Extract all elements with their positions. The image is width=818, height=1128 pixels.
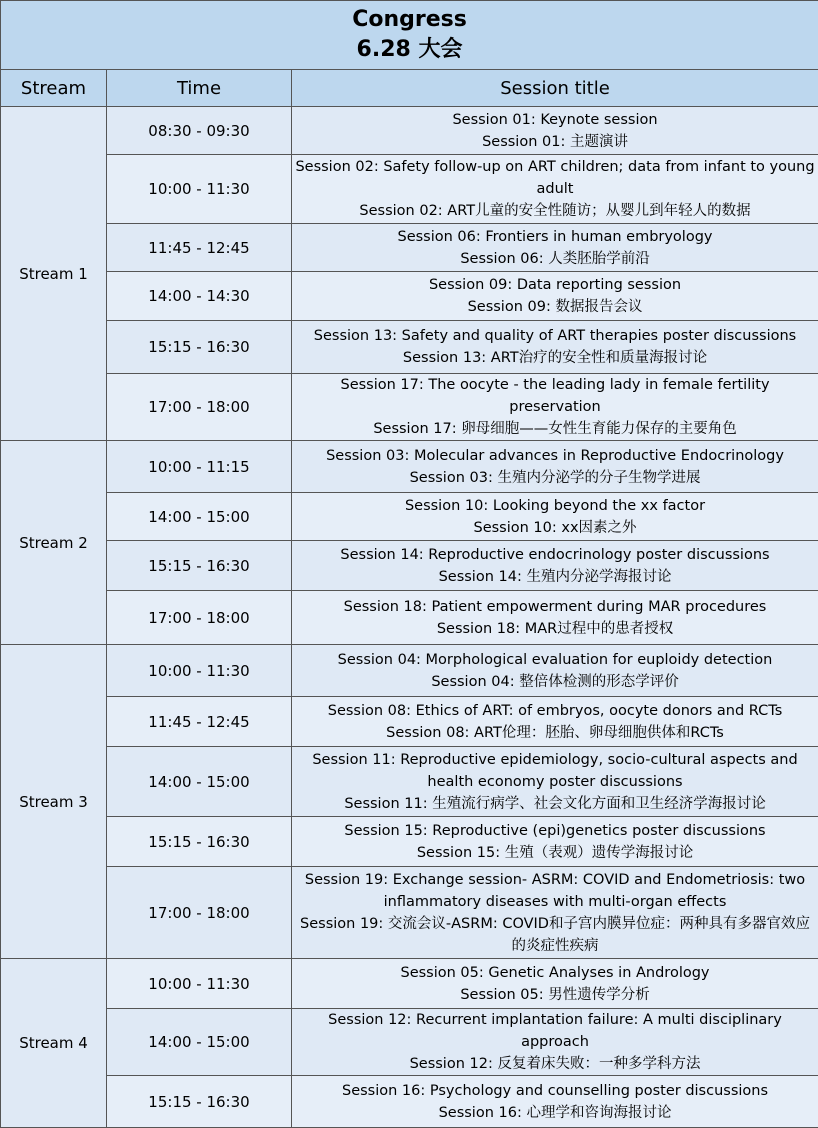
time-cell: 17:00 - 18:00 [107, 374, 292, 441]
session-title-zh: Session 18: MAR过程中的患者授权 [294, 618, 816, 640]
session-cell [292, 697, 818, 747]
table-row [1, 697, 818, 747]
session-title-en: Session 15: Reproductive (epi)genetics poster discussions [294, 820, 816, 842]
session-title-zh: Session 12: 反复着床失败：一种多学科方法 [294, 1053, 816, 1075]
session-title-zh: Session 01: 主题演讲 [294, 131, 816, 153]
session-cell [292, 959, 818, 1009]
stream-cell: Stream 3 [1, 645, 107, 959]
session-cell [292, 272, 818, 321]
session-title-en: Session 19: Exchange session- ASRM: COVID and Endometriosis: two inflammatory diseases with multi-organ effects [294, 869, 816, 913]
time-cell: 15:15 - 16:30 [107, 817, 292, 867]
title-line: Congress [3, 5, 816, 35]
session-title-zh: Session 06: 人类胚胎学前沿 [294, 248, 816, 270]
table-row [1, 1009, 818, 1076]
session-title-en: Session 01: Keynote session [294, 109, 816, 131]
session-cell [292, 645, 818, 697]
session-title-zh: Session 02: ART儿童的安全性随访；从婴儿到年轻人的数据 [294, 200, 816, 222]
session-title-zh: Session 14: 生殖内分泌学海报讨论 [294, 566, 816, 588]
session-title-zh: Session 08: ART伦理：胚胎、卵母细胞供体和RCTs [294, 722, 816, 744]
table-row [1, 441, 818, 493]
table-row [1, 1076, 818, 1128]
session-title-zh: Session 17: 卵母细胞——女性生育能力保存的主要角色 [294, 418, 816, 440]
time-cell: 11:45 - 12:45 [107, 224, 292, 272]
subtitle-line: 6.28 大会 [3, 35, 816, 65]
time-cell: 08:30 - 09:30 [107, 107, 292, 155]
session-title-en: Session 04: Morphological evaluation for euploidy detection [294, 649, 816, 671]
table-row [1, 224, 818, 272]
time-cell: 14:00 - 15:00 [107, 1009, 292, 1076]
session-cell [292, 867, 818, 959]
time-cell: 17:00 - 18:00 [107, 591, 292, 645]
schedule-title [1, 1, 818, 70]
session-cell [292, 224, 818, 272]
session-cell [292, 155, 818, 224]
session-title-en: Session 10: Looking beyond the xx factor [294, 495, 816, 517]
table-row [1, 541, 818, 591]
session-cell [292, 441, 818, 493]
session-title-en: Session 18: Patient empowerment during MAR procedures [294, 596, 816, 618]
session-title-en: Session 16: Psychology and counselling poster discussions [294, 1080, 816, 1102]
session-cell [292, 1076, 818, 1128]
time-cell: 10:00 - 11:30 [107, 155, 292, 224]
session-title-zh: Session 05: 男性遗传学分析 [294, 984, 816, 1006]
session-title-en: Session 13: Safety and quality of ART therapies poster discussions [294, 325, 816, 347]
session-title-en: Session 12: Recurrent implantation failure: A multi disciplinary approach [294, 1009, 816, 1053]
header-time: Time [107, 70, 292, 107]
stream-cell: Stream 2 [1, 441, 107, 645]
table-row [1, 645, 818, 697]
session-title-zh: Session 04: 整倍体检测的形态学评价 [294, 671, 816, 693]
session-title-zh: Session 11: 生殖流行病学、社会文化方面和卫生经济学海报讨论 [294, 793, 816, 815]
table-row [1, 817, 818, 867]
session-title-en: Session 09: Data reporting session [294, 274, 816, 296]
time-cell: 14:00 - 15:00 [107, 747, 292, 817]
header-stream: Stream [1, 70, 107, 107]
session-title-zh: Session 15: 生殖（表观）遗传学海报讨论 [294, 842, 816, 864]
table-row [1, 107, 818, 155]
time-cell: 11:45 - 12:45 [107, 697, 292, 747]
session-title-en: Session 14: Reproductive endocrinology poster discussions [294, 544, 816, 566]
table-row [1, 591, 818, 645]
table-row [1, 155, 818, 224]
session-cell [292, 374, 818, 441]
session-title-zh: Session 16: 心理学和咨询海报讨论 [294, 1102, 816, 1124]
time-cell: 15:15 - 16:30 [107, 321, 292, 374]
time-cell: 17:00 - 18:00 [107, 867, 292, 959]
session-cell [292, 541, 818, 591]
session-title-zh: Session 03: 生殖内分泌学的分子生物学进展 [294, 467, 816, 489]
session-cell [292, 747, 818, 817]
time-cell: 14:00 - 15:00 [107, 493, 292, 541]
session-title-en: Session 08: Ethics of ART: of embryos, oocyte donors and RCTs [294, 700, 816, 722]
table-row [1, 959, 818, 1009]
stream-cell: Stream 4 [1, 959, 107, 1128]
session-title-zh: Session 19: 交流会议-ASRM: COVID和子宫内膜异位症：两种具有多器官效应的炎症性疾病 [294, 913, 816, 957]
session-title-en: Session 06: Frontiers in human embryology [294, 226, 816, 248]
session-title-zh: Session 09: 数据报告会议 [294, 296, 816, 318]
stream-cell: Stream 1 [1, 107, 107, 441]
session-cell [292, 321, 818, 374]
session-title-en: Session 05: Genetic Analyses in Andrology [294, 962, 816, 984]
session-title-en: Session 11: Reproductive epidemiology, socio-cultural aspects and health economy poster discussions [294, 749, 816, 793]
table-row [1, 867, 818, 959]
session-cell [292, 591, 818, 645]
time-cell: 10:00 - 11:30 [107, 959, 292, 1009]
session-title-en: Session 03: Molecular advances in Reproductive Endocrinology [294, 445, 816, 467]
session-title-zh: Session 10: xx因素之外 [294, 517, 816, 539]
session-cell [292, 493, 818, 541]
time-cell: 10:00 - 11:30 [107, 645, 292, 697]
table-row [1, 493, 818, 541]
session-title-zh: Session 13: ART治疗的安全性和质量海报讨论 [294, 347, 816, 369]
table-row [1, 272, 818, 321]
time-cell: 15:15 - 16:30 [107, 1076, 292, 1128]
table-row [1, 321, 818, 374]
time-cell: 10:00 - 11:15 [107, 441, 292, 493]
session-cell [292, 817, 818, 867]
table-row [1, 374, 818, 441]
session-cell [292, 107, 818, 155]
session-title-en: Session 02: Safety follow-up on ART children; data from infant to young adult [294, 156, 816, 200]
time-cell: 14:00 - 14:30 [107, 272, 292, 321]
session-title-en: Session 17: The oocyte - the leading lady in female fertility preservation [294, 374, 816, 418]
session-cell [292, 1009, 818, 1076]
table-row [1, 747, 818, 817]
time-cell: 15:15 - 16:30 [107, 541, 292, 591]
header-session-title: Session title [292, 70, 818, 107]
